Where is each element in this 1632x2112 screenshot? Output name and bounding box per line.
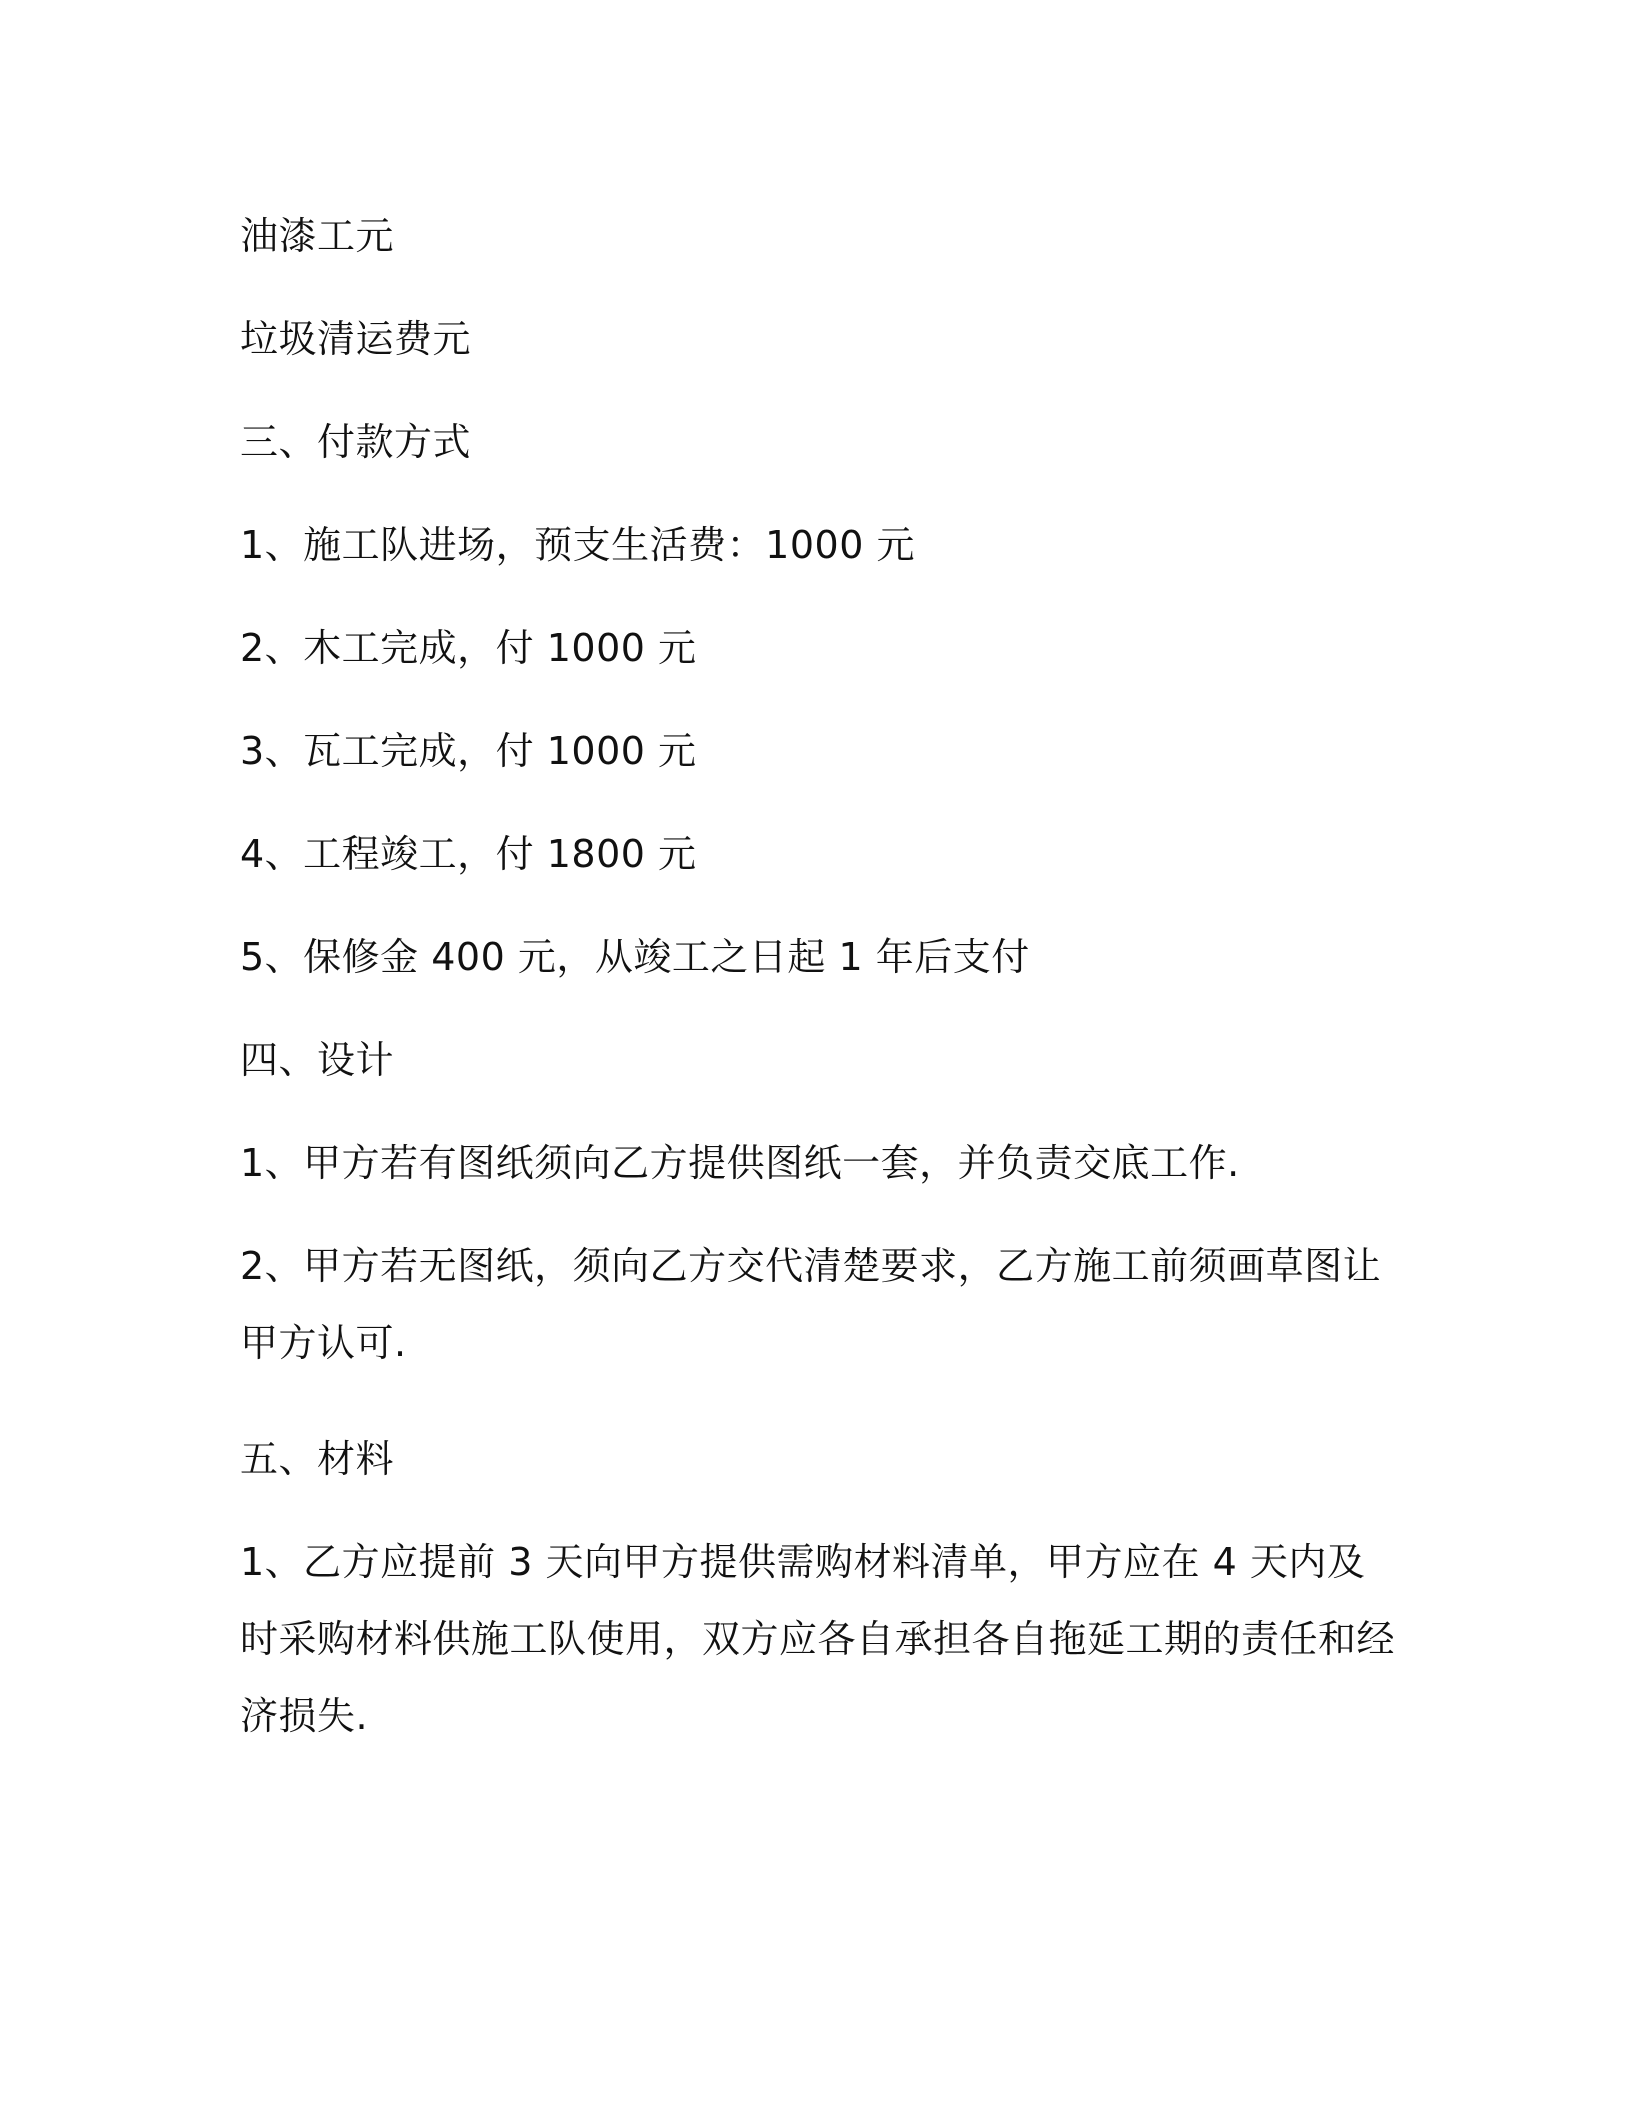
payment-item-2: 2、木工完成，付 1000 元 [240, 626, 697, 670]
payment-item-1: 1、施工队进场，预支生活费：1000 元 [240, 523, 915, 567]
design-item-2: 2、甲方若无图纸，须向乙方交代清楚要求，乙方施工前须画草图让甲方认可. [240, 1244, 1382, 1365]
payment-item-3: 3、瓦工完成，付 1000 元 [240, 729, 697, 773]
design-item-1: 1、甲方若有图纸须向乙方提供图纸一套，并负责交底工作. [240, 1141, 1240, 1185]
payment-item-5: 5、保修金 400 元，从竣工之日起 1 年后支付 [240, 935, 1030, 979]
cost-item-garbage-removal: 垃圾清运费元 [240, 317, 472, 361]
document-body [240, 185, 1400, 1755]
section-heading-payment: 三、付款方式 [240, 420, 472, 464]
section-heading-design: 四、设计 [240, 1038, 395, 1082]
payment-item-4: 4、工程竣工，付 1800 元 [240, 832, 697, 876]
section-heading-materials: 五、材料 [240, 1437, 395, 1481]
cost-item-painter: 油漆工元 [240, 214, 395, 258]
materials-item-1: 1、乙方应提前 3 天向甲方提供需购材料清单，甲方应在 4 天内及时采购材料供施工队使用，双方应各自承担各自拖延工期的责任和经济损失. [240, 1540, 1396, 1738]
